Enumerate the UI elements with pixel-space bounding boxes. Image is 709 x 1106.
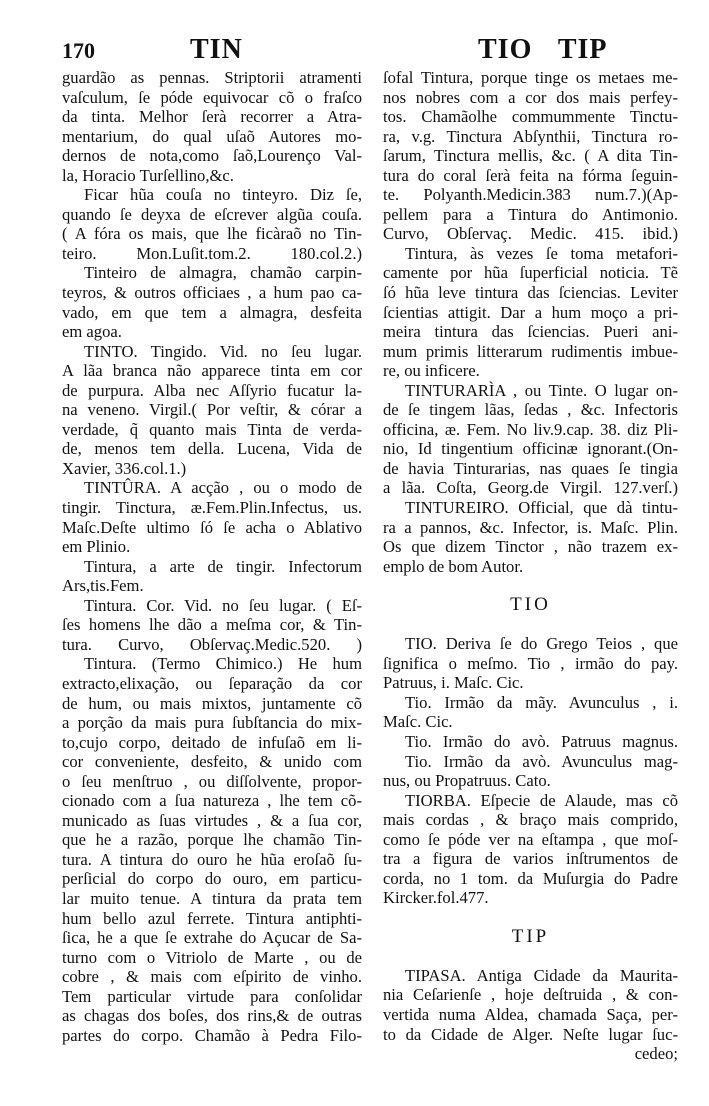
text-line: de havia Tinturarias, nas quaes ſe tingia: [383, 458, 678, 478]
text-line: em Plinio.: [62, 537, 131, 557]
text-line: tura. Curvo, Obſervaç.Medic.520. ): [62, 634, 362, 654]
text-line: TINTUREIRO. Official, que dà tintu-: [405, 498, 678, 518]
text-line: municado as ſuas virtudes , & a ſua cor,: [62, 810, 362, 830]
text-line: cobre , & mais com eſpirito de vinho.: [62, 967, 362, 987]
text-line: tura. A tintura do ouro he hũa eroſaõ ſu-: [62, 849, 362, 869]
text-line: de hum, ou mais mixtos, juntamente cõ: [62, 693, 362, 713]
text-line: ( A fóra os mais, que lhe ficàraõ no Tin-: [62, 224, 362, 244]
text-line: em agoa.: [62, 322, 122, 342]
text-line: quando ſe deyxa de eſcrever algũa couſa.: [62, 204, 362, 224]
text-line: Kircker.fol.477.: [383, 888, 489, 908]
text-line: to da Cidade de Alger. Neſte lugar ſuc-: [383, 1024, 678, 1044]
text-line: as chagas dos boſes, dos rins,& de outras: [62, 1006, 362, 1026]
text-line: cionado com a ſua natureza , lhe tem cõ-: [62, 791, 362, 811]
text-line: corda, no 1 tom. da Muſurgia do Padre: [383, 868, 678, 888]
text-line: cedeo;: [634, 1044, 678, 1064]
text-line: TIO. Deriva ſe do Grego Teios , que: [405, 634, 678, 654]
text-line: partes do corpo. Chamão à Pedra Filo-: [62, 1025, 362, 1045]
text-line: da tinta. Melhor ſerà recorrer a Atra-: [62, 107, 362, 127]
text-line: Os que dizem Tinctor , não trazem ex-: [383, 537, 678, 557]
text-line: Xavier, 336.col.1.): [62, 458, 187, 478]
text-line: lar muito tenue. A tintura da prata tem: [62, 888, 362, 908]
text-line: re, ou inficere.: [383, 361, 480, 381]
text-line: TIPASA. Antiga Cidade da Maurita-: [405, 965, 678, 985]
text-line: tos. Chamãolhe commummente Tinctu-: [383, 107, 678, 127]
text-line: a lãa. Coſta, Georg.de Virgil. 127.verſ.): [383, 478, 678, 498]
text-line: ſignifica o meſmo. Tio , irmão do pay.: [383, 653, 678, 673]
text-line: A lãa branca não apparece tinta em cor: [62, 361, 362, 381]
page-number: 170: [62, 38, 95, 63]
running-head-left: TIN: [190, 34, 243, 65]
text-line: Curvo, Obſervaç. Medic. 415. ibid.): [383, 224, 678, 244]
text-line: nio, Id tingentium officinæ ignorant.(On-: [383, 439, 678, 459]
text-line: Tintura. (Termo Chimico.) He hum: [84, 654, 362, 674]
running-head-right: TIO TIP: [478, 34, 608, 65]
text-line: Tintura. Cor. Vid. no ſeu lugar. ( Eſ-: [84, 595, 362, 615]
text-line: Tio. Irmão da mãy. Avunculus , i.: [405, 692, 678, 712]
text-line: meira tintura das ſciencias. Pueri ani-: [383, 322, 678, 342]
text-line: como ſe póde ver na eſtampa , que moſ-: [383, 829, 678, 849]
section-heading: TIP: [511, 925, 550, 947]
text-line: ſes homens lhe dão a meſma cor, & Tin-: [62, 615, 362, 635]
right-column: [383, 68, 678, 1064]
left-column: [62, 68, 362, 1045]
text-line: TINTÛRA. A acção , ou o modo de: [84, 478, 362, 498]
text-line: perſicial do corpo do ouro, em particu-: [62, 869, 362, 889]
text-line: tura do coral ſerà feita na fórma ſeguin-: [383, 165, 678, 185]
text-line: ra a pannos, &c. Infector, is. Maſc. Plin.: [383, 517, 678, 537]
text-line: ſarum, Tinctura mellis, &c. ( A dita Tin-: [383, 146, 678, 166]
text-line: Tio. Irmão da avò. Avunculus mag-: [405, 751, 678, 771]
text-line: que he a razão, porque lhe chamão Tin-: [62, 830, 362, 850]
text-line: nus, ou Propatruus. Cato.: [383, 771, 551, 791]
text-line: teyros, & outros officiaes , a hum pao ca-: [62, 283, 362, 303]
text-line: emplo de bom Autor.: [383, 556, 524, 576]
text-line: Maſc.Deſte ultimo ſó ſe acha o Ablativo: [62, 517, 362, 537]
text-line: pellem para a Tintura do Antimonio.: [383, 204, 678, 224]
text-line: turno com o Vitriolo de Marte , ou de: [62, 947, 362, 967]
text-line: te. Polyanth.Medicin.383 num.7.)(Ap-: [383, 185, 678, 205]
text-line: tingir. Tinctura, æ.Fem.Plin.Infectus, us.: [62, 498, 362, 518]
text-line: Tem particular virtude para conſolidar: [62, 986, 362, 1006]
text-line: Tio. Irmão do avò. Patruus magnus.: [405, 731, 678, 751]
text-line: teiro. Mon.Luſit.tom.2. 180.col.2.): [62, 243, 362, 263]
text-line: verdade, q̃ quanto mais Tinta de verda-: [62, 419, 362, 439]
text-line: Patruus, i. Maſc. Cic.: [383, 673, 524, 693]
text-line: de ſe tingem lãas, ſedas , &c. Infectoris: [383, 400, 678, 420]
section-heading: TIO: [510, 594, 551, 616]
text-line: nos nobres com a cor dos mais perfey-: [383, 87, 678, 107]
text-line: officina, æ. Fem. No liv.9.cap. 38. diz Pli-: [383, 419, 678, 439]
text-line: to,cujo corpo, deitado de infuſaõ em li-: [62, 732, 362, 752]
text-line: Ars,tis.Fem.: [62, 576, 144, 596]
text-line: hum bello azul ferrete. Tintura antiphti-: [62, 908, 362, 928]
text-line: Tinteiro de almagra, chamão carpin-: [84, 263, 362, 283]
text-line: ra, v.g. Tinctura Abſynthii, Tinctura ro-: [383, 126, 678, 146]
text-line: TINTURARÌA , ou Tinte. O lugar on-: [405, 380, 678, 400]
text-line: vertida numa Aldea, chamada Saça, per-: [383, 1004, 678, 1024]
text-line: Maſc. Cic.: [383, 712, 453, 732]
text-line: de, menos tem della. Lucena, Vida de: [62, 439, 362, 459]
text-line: mais cordas , & braço mais comprido,: [383, 810, 678, 830]
text-line: extracto,elixação, ou ſeparação da cor: [62, 673, 362, 693]
text-line: dernos de nota,como ſaõ,Lourenço Val-: [62, 146, 362, 166]
text-line: na veneno. Virgil.( Por veſtir, & córar a: [62, 400, 362, 420]
text-line: ſica, he a que ſe extrahe do Açucar de Sa-: [62, 928, 362, 948]
text-line: Tintura, às vezes ſe toma metafori-: [405, 243, 678, 263]
text-line: cor conveniente, desfeito, & unido com: [62, 752, 362, 772]
text-line: camente por hũa ſuperficial noticia. Tẽ: [383, 263, 678, 283]
text-line: mum primis litterarum rudimentis imbue-: [383, 341, 678, 361]
text-line: vado, em que tem a almagra, desfeita: [62, 302, 362, 322]
text-line: ſó hũa leve tintura das ſciencias. Leviter: [383, 283, 678, 303]
text-line: Ficar hũa couſa no tinteyro. Diz ſe,: [84, 185, 362, 205]
text-line: TINTO. Tingido. Vid. no ſeu lugar.: [84, 341, 362, 361]
text-line: vaſculum, ſe póde equivocar cõ o fraſco: [62, 87, 362, 107]
text-line: ſcientias attigit. Dar a hum moço a pri-: [383, 302, 678, 322]
text-line: a porção da mais pura ſubſtancia do mix-: [62, 713, 362, 733]
text-line: nia Ceſarienſe , hoje deſtruida , & con-: [383, 985, 678, 1005]
text-line: Tintura, a arte de tingir. Infectorum: [84, 556, 362, 576]
text-line: la, Horacio Turſellino,&c.: [62, 165, 234, 185]
text-line: tra a figura de varios inſtrumentos de: [383, 849, 678, 869]
text-line: guardão as pennas. Striptorii atramenti: [62, 68, 362, 87]
text-line: mentarium, do qual uſaõ Autores mo-: [62, 126, 362, 146]
text-line: o ſeu menſtruo , ou diſſolvente, propor-: [62, 771, 362, 791]
text-line: TIORBA. Eſpecie de Alaude, mas cõ: [405, 790, 678, 810]
text-line: de purpura. Alba nec Aſſyrio fucatur la-: [62, 380, 362, 400]
text-line: ſofal Tintura, porque tinge os metaes me-: [383, 68, 678, 87]
